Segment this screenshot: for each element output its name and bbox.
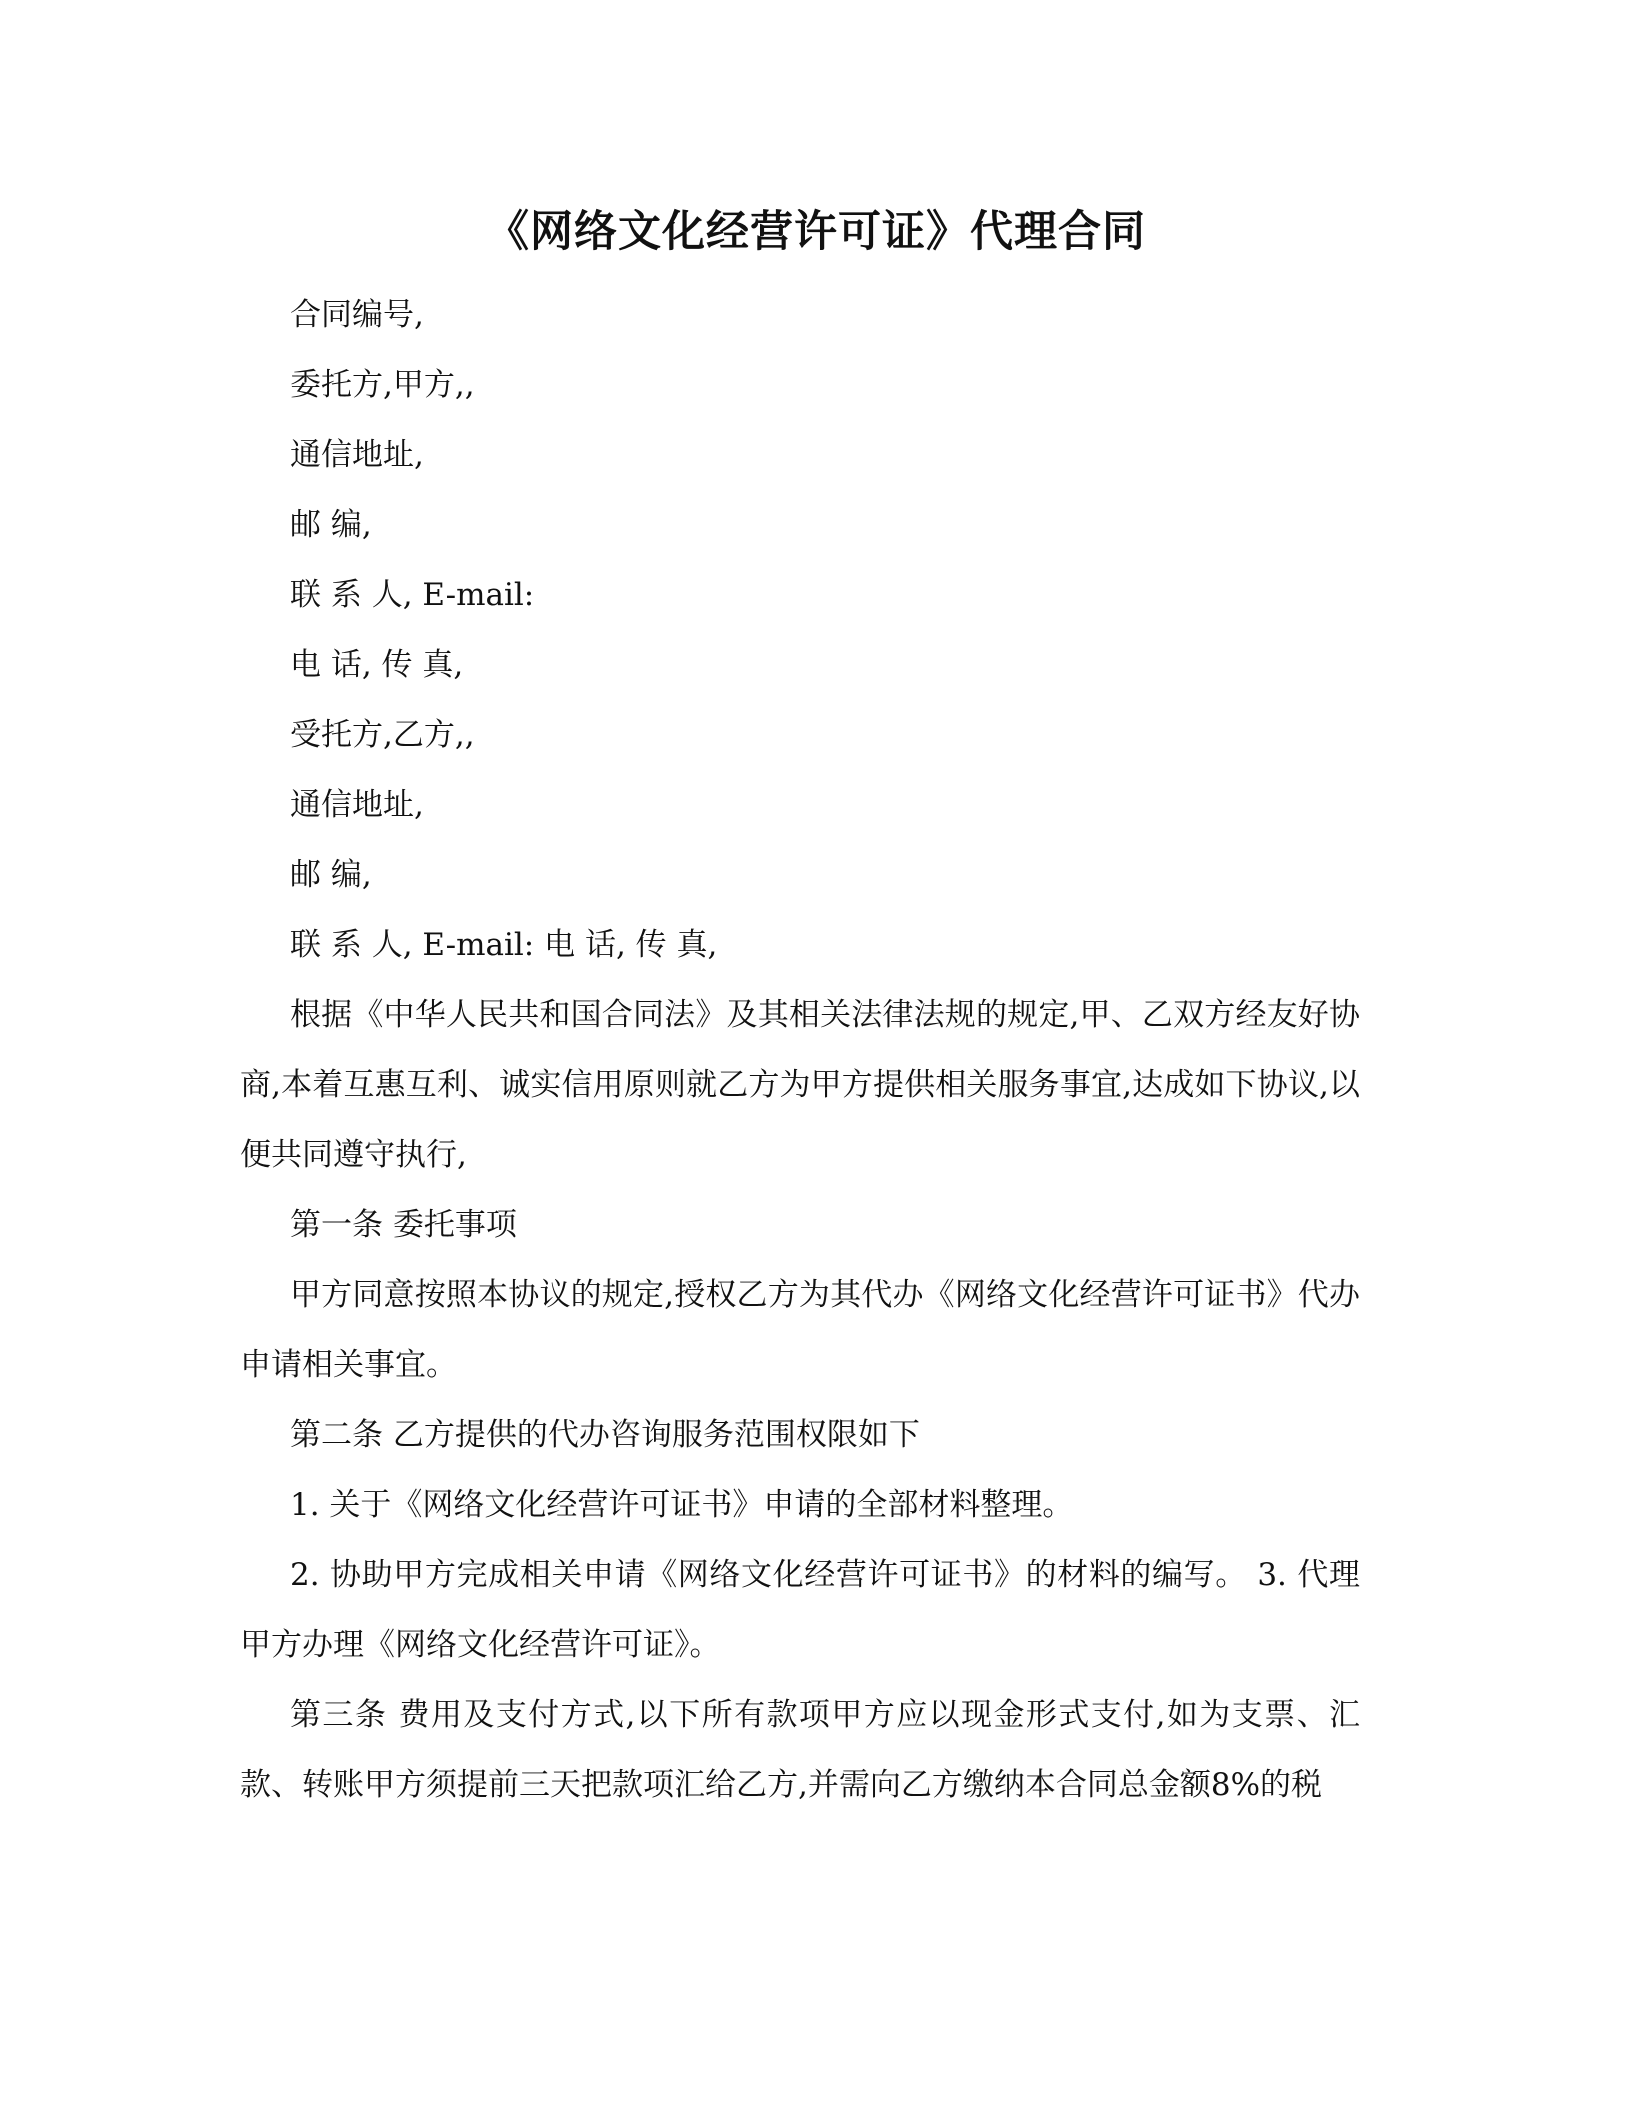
client-contact-line: 联 系 人, E-mail: xyxy=(290,577,535,613)
article2-item2: 2. 协助甲方完成相关申请《网络文化经营许可证书》的材料的编写。 3. 代理甲方办理《网络文化经营许可证》。 xyxy=(240,1557,1360,1663)
agent-address-line: 通信地址, xyxy=(290,787,424,823)
agent-party-line: 受托方,乙方,, xyxy=(290,717,475,753)
client-postcode-line: 邮 编, xyxy=(290,507,372,543)
article1-body: 甲方同意按照本协议的规定,授权乙方为其代办《网络文化经营许可证书》代办申请相关事宜。 xyxy=(240,1277,1360,1383)
article3-paragraph: 第三条 费用及支付方式,以下所有款项甲方应以现金形式支付,如为支票、汇款、转账甲方须提前三天把款项汇给乙方,并需向乙方缴纳本合同总金额8%的税 xyxy=(240,1697,1360,1803)
article2-item1: 1. 关于《网络文化经营许可证书》申请的全部材料整理。 xyxy=(290,1487,1074,1523)
client-phone-line: 电 话, 传 真, xyxy=(290,647,464,683)
client-party-line: 委托方,甲方,, xyxy=(290,367,475,403)
article1-heading: 第一条 委托事项 xyxy=(290,1207,517,1243)
client-address-line: 通信地址, xyxy=(290,437,424,473)
document-body xyxy=(240,280,1360,1820)
intro-paragraph: 根据《中华人民共和国合同法》及其相关法律法规的规定,甲、乙双方经友好协商,本着互惠互利、诚实信用原则就乙方为甲方提供相关服务事宜,达成如下协议,以便共同遵守执行, xyxy=(240,997,1360,1173)
agent-postcode-line: 邮 编, xyxy=(290,857,372,893)
agent-contact-line: 联 系 人, E-mail: 电 话, 传 真, xyxy=(290,927,718,963)
article2-heading: 第二条 乙方提供的代办咨询服务范围权限如下 xyxy=(290,1417,920,1453)
contract-number-line: 合同编号, xyxy=(290,297,424,333)
document-title: 《网络文化经营许可证》代理合同 xyxy=(486,207,1146,257)
